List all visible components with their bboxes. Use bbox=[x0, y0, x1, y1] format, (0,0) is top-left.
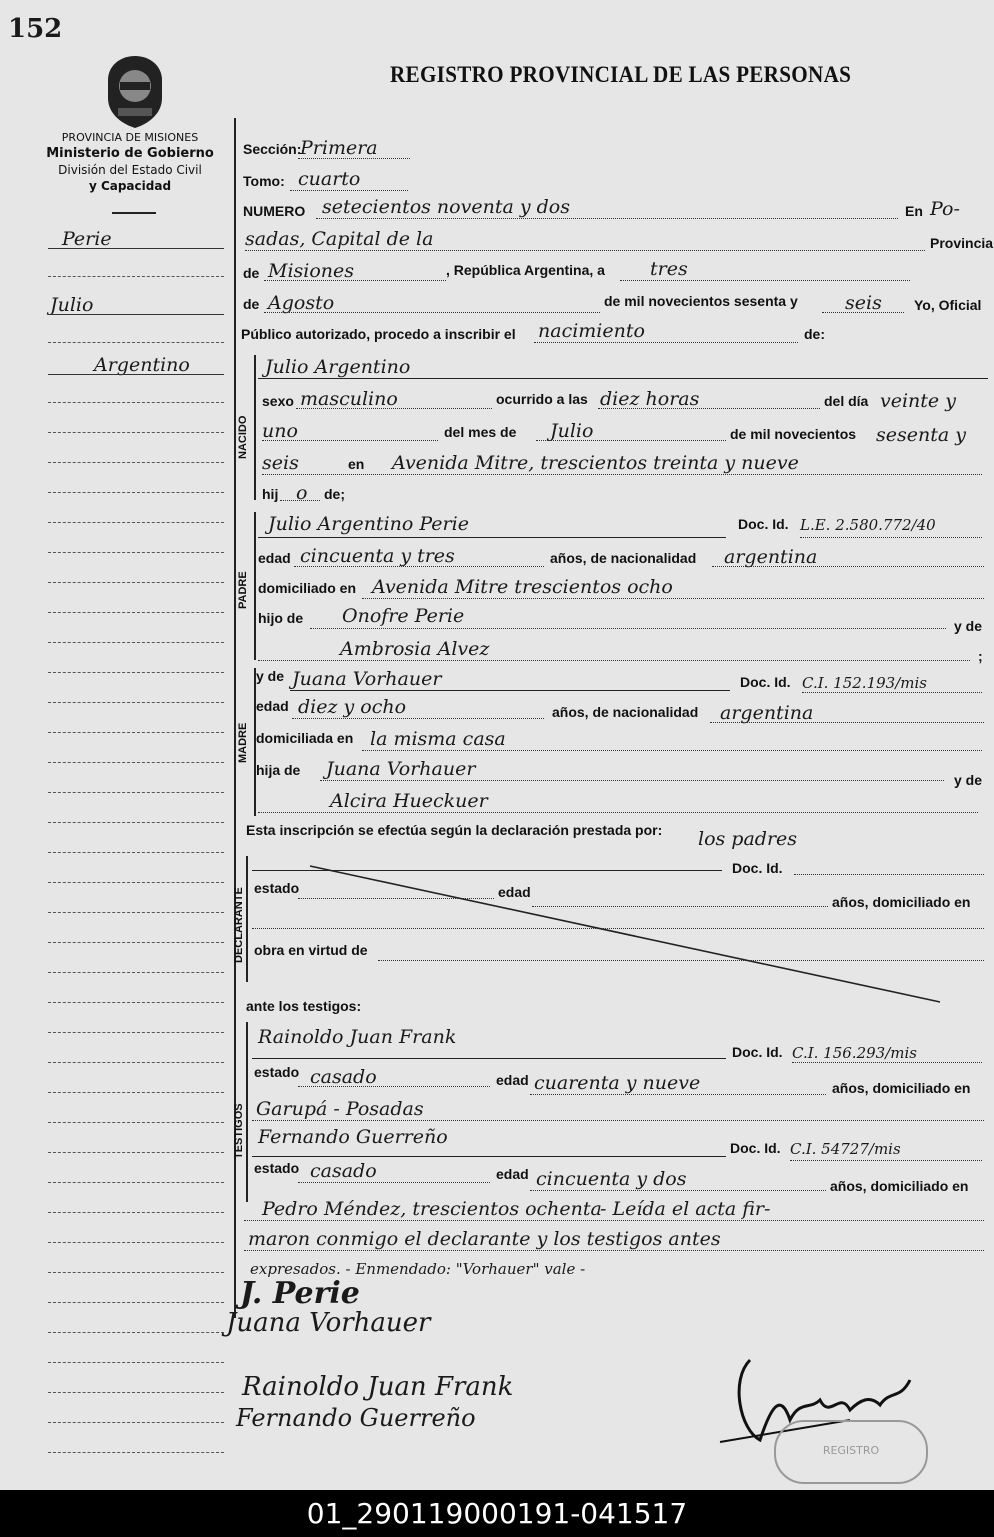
declarante-dom-label: años, domiciliado en bbox=[832, 894, 971, 910]
anio-label: de mil novecientos bbox=[730, 426, 857, 442]
t2-edad-value: cincuenta y dos bbox=[536, 1168, 687, 1190]
padre-dom-label: domiciliado en bbox=[258, 580, 357, 596]
declarante-obra-label: obra en virtud de bbox=[254, 942, 368, 958]
scan-id-footer: 01_290119000191-041517 bbox=[0, 1490, 994, 1537]
hij-suffix: o bbox=[296, 482, 308, 504]
en-label: En bbox=[905, 203, 923, 219]
t2-doc-label: Doc. Id. bbox=[730, 1140, 781, 1156]
t1-dom-value: Garupá - Posadas bbox=[256, 1098, 424, 1120]
mes-label: del mes de bbox=[444, 424, 517, 440]
sidebar-first-name: Julio bbox=[50, 294, 94, 316]
madre-yde-label: y de bbox=[256, 668, 285, 684]
nacido-section-label: NACIDO bbox=[237, 415, 249, 459]
padre-doc-value: L.E. 2.580.772/40 bbox=[800, 516, 936, 534]
office-ministry: Ministerio de Gobierno bbox=[46, 146, 214, 161]
t2-dom-value: Pedro Méndez, trescientos ochenta bbox=[262, 1198, 602, 1220]
year-label: de mil novecientos sesenta y bbox=[604, 293, 798, 309]
seccion-value: Primera bbox=[300, 137, 378, 159]
madre-name: Juana Vorhauer bbox=[292, 668, 442, 690]
signature-witness1: Rainoldo Juan Frank bbox=[242, 1372, 514, 1402]
hora-value: diez horas bbox=[600, 388, 700, 410]
madre-edad-label: edad bbox=[256, 698, 289, 714]
madre-nac-label: años, de nacionalidad bbox=[552, 704, 699, 720]
dia-part1: veinte y bbox=[880, 390, 956, 412]
t1-dom-label: años, domiciliado en bbox=[832, 1080, 971, 1096]
sexo-label: sexo bbox=[262, 393, 294, 409]
padre-edad-value: cincuenta y tres bbox=[300, 545, 455, 567]
oficial-label: Yo, Oficial bbox=[914, 297, 982, 313]
t1-doc-value: C.I. 156.293/mis bbox=[792, 1044, 917, 1062]
padre-semicolon: ; bbox=[978, 648, 983, 664]
t1-doc-label: Doc. Id. bbox=[732, 1044, 783, 1060]
signature-father: J. Perie bbox=[240, 1276, 360, 1311]
seccion-label: Sección: bbox=[243, 141, 302, 157]
tomo-label: Tomo: bbox=[243, 173, 285, 189]
t2-estado-label: estado bbox=[254, 1160, 300, 1176]
office-division: División del Estado Civil bbox=[58, 163, 202, 177]
provincia-label: Provincia bbox=[930, 235, 994, 251]
t2-edad-label: edad bbox=[496, 1166, 529, 1182]
madre-nacionalidad: argentina bbox=[720, 702, 814, 724]
madre-doc-label: Doc. Id. bbox=[740, 674, 791, 690]
declaracion-label: Esta inscripción se efectúa según la declaración prestada por: bbox=[246, 822, 663, 838]
t2-doc-value: C.I. 54727/mis bbox=[790, 1140, 901, 1158]
declarante-doc-label: Doc. Id. bbox=[732, 860, 783, 876]
numero-label: NUMERO bbox=[243, 203, 306, 219]
anio-part2: seis bbox=[262, 452, 299, 474]
office-province: PROVINCIA DE MISIONES bbox=[61, 131, 199, 144]
sexo-value: masculino bbox=[300, 388, 398, 410]
dia-label: del día bbox=[824, 393, 869, 409]
de-label: de bbox=[243, 265, 260, 281]
madre-doc-value: C.I. 152.193/mis bbox=[802, 674, 927, 692]
madre-madre-de: Alcira Hueckuer bbox=[330, 790, 488, 812]
dia-part2: uno bbox=[262, 420, 298, 442]
closing-line1: - Leída el acta fir- bbox=[600, 1198, 771, 1220]
lugar-value: Avenida Mitre, trescientos treinta y nueve bbox=[392, 452, 799, 474]
padre-section-label: PADRE bbox=[237, 571, 249, 609]
year-value: seis bbox=[845, 292, 882, 314]
padre-yde-label: y de bbox=[954, 618, 983, 634]
madre-padre-de: Juana Vorhauer bbox=[326, 758, 476, 780]
official-stamp: REGISTRO bbox=[774, 1420, 928, 1484]
declarante-section-label: DECLARANTE bbox=[233, 887, 245, 963]
day-value: tres bbox=[650, 258, 688, 280]
t1-edad-label: edad bbox=[496, 1072, 529, 1088]
office-capacity: y Capacidad bbox=[88, 179, 172, 193]
republica-label: , República Argentina, a bbox=[446, 262, 605, 278]
t2-name: Fernando Guerreño bbox=[258, 1126, 448, 1148]
ante-testigos-label: ante los testigos: bbox=[246, 998, 362, 1014]
act-value: nacimiento bbox=[538, 320, 645, 342]
madre-hija-label: hija de bbox=[256, 762, 301, 778]
de-colon-label: de: bbox=[804, 326, 825, 342]
t1-edad-value: cuarenta y nueve bbox=[534, 1072, 701, 1094]
en-label-nacido: en bbox=[348, 456, 365, 472]
city-part1: Po- bbox=[930, 198, 960, 220]
anio-part1: sesenta y bbox=[876, 424, 966, 446]
ocurrido-label: ocurrido a las bbox=[496, 391, 588, 407]
numero-value: setecientos noventa y dos bbox=[322, 196, 570, 218]
month-value: Agosto bbox=[268, 292, 335, 314]
testigos-bracket bbox=[246, 1022, 248, 1202]
padre-name: Julio Argentino Perie bbox=[268, 513, 469, 535]
padre-doc-label: Doc. Id. bbox=[738, 516, 789, 532]
mes-value: Julio bbox=[550, 420, 594, 442]
province-value: Misiones bbox=[268, 260, 355, 282]
padre-edad-label: edad bbox=[258, 550, 291, 566]
sidebar-second-name: Argentino bbox=[94, 354, 190, 376]
tomo-value: cuarto bbox=[298, 168, 361, 190]
city-part2: sadas, Capital de la bbox=[245, 228, 434, 250]
t2-dom-label: años, domiciliado en bbox=[830, 1178, 969, 1194]
t2-estado-value: casado bbox=[310, 1160, 377, 1182]
padre-hijo-label: hijo de bbox=[258, 610, 304, 626]
sidebar-surname: Perie bbox=[62, 228, 112, 250]
month-pre-label: de bbox=[243, 296, 260, 312]
declarante-edad-label: edad bbox=[498, 884, 531, 900]
t1-name: Rainoldo Juan Frank bbox=[258, 1026, 457, 1048]
madre-edad-value: diez y ocho bbox=[298, 696, 407, 718]
t1-estado-value: casado bbox=[310, 1066, 377, 1088]
declaracion-value: los padres bbox=[698, 828, 798, 850]
signature-mother: Juana Vorhauer bbox=[226, 1308, 431, 1338]
padre-madre-de: Ambrosia Alvez bbox=[340, 638, 490, 660]
testigos-section-label: TESTIGOS bbox=[233, 1103, 245, 1159]
closing-line3: expresados. - Enmendado: "Vorhauer" vale - bbox=[250, 1260, 586, 1278]
t1-estado-label: estado bbox=[254, 1064, 300, 1080]
publico-label: Público autorizado, procedo a inscribir el bbox=[241, 326, 516, 342]
padre-nac-label: años, de nacionalidad bbox=[550, 550, 697, 566]
madre-section-label: MADRE bbox=[237, 722, 249, 763]
hij-label: hij bbox=[262, 486, 279, 502]
closing-line2: maron conmigo el declarante y los testigos antes bbox=[248, 1228, 721, 1250]
madre-domicilio: la misma casa bbox=[370, 728, 506, 750]
padre-padre-de: Onofre Perie bbox=[342, 605, 465, 627]
page-number: 152 bbox=[8, 14, 63, 44]
hij-end: de; bbox=[324, 486, 345, 502]
page-title: REGISTRO PROVINCIAL DE LAS PERSONAS bbox=[390, 62, 852, 87]
madre-yde2-label: y de bbox=[954, 772, 983, 788]
padre-nacionalidad: argentina bbox=[724, 546, 818, 568]
declarante-estado-label: estado bbox=[254, 880, 300, 896]
padre-domicilio: Avenida Mitre trescientos ocho bbox=[372, 576, 673, 598]
signature-witness2: Fernando Guerreño bbox=[236, 1404, 476, 1432]
madre-dom-label: domiciliada en bbox=[256, 730, 354, 746]
nacido-name: Julio Argentino bbox=[265, 356, 411, 378]
